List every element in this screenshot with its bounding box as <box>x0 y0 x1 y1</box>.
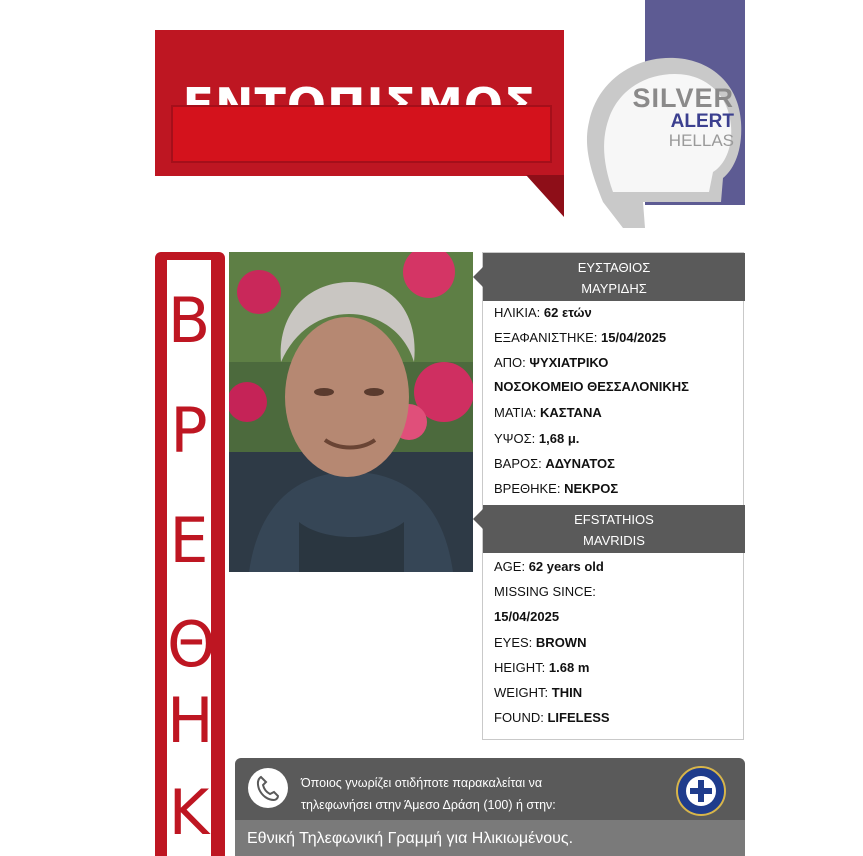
greek-height-row: ΥΨΟΣ: 1,68 μ. <box>494 431 580 446</box>
english-eyes-row: EYES: BROWN <box>494 635 587 650</box>
hotline-band <box>235 820 745 856</box>
greek-from-row-2: ΝΟΣΟΚΟΜΕΙΟ ΘΕΣΣΑΛΟΝΙΚΗΣ <box>494 379 689 394</box>
greek-first-name: ΕΥΣΤΑΘΙΟΣ <box>577 260 651 275</box>
greek-weight-row: ΒΑΡΟΣ: ΑΔΥΝΑΤΟΣ <box>494 456 615 471</box>
logo-silver: SILVER <box>632 83 734 113</box>
greek-missing-row: ΕΞΑΦΑΝΙΣΤΗΚΕ: 15/04/2025 <box>494 330 667 345</box>
info-card <box>482 252 744 740</box>
vertical-letter: Η <box>167 684 214 757</box>
english-weight-row: WEIGHT: THIN <box>494 685 583 700</box>
greek-from-row: ΑΠΟ: ΨΥΧΙΑΤΡΙΚΟ <box>494 355 609 370</box>
hotline-text: Εθνική Τηλεφωνική Γραμμή για Ηλικιωμένους. <box>247 830 574 847</box>
english-missing-row: MISSING SINCE: <box>494 584 596 599</box>
english-age-row: AGE: 62 years old <box>494 559 604 574</box>
english-found-row: FOUND: LIFELESS <box>494 710 610 725</box>
greek-last-name: ΜΑΥΡΙΔΗΣ <box>581 281 647 296</box>
silver-alert-wordmark <box>622 84 734 150</box>
header-banner <box>155 30 564 176</box>
logo-alert: ALERT <box>670 111 734 132</box>
english-height-row: HEIGHT: 1.68 m <box>494 660 590 675</box>
person-photo-illustration <box>229 252 473 572</box>
footer-text-line1: Όποιος γνωρίζει οτιδήποτε παρακαλείται να <box>301 776 543 790</box>
greek-name-band <box>483 253 745 301</box>
english-last-name: MAVRIDIS <box>583 533 645 548</box>
hellenic-police-emblem-icon <box>676 766 726 816</box>
vertical-letters-strip <box>167 260 216 856</box>
person-photo <box>229 252 473 572</box>
contact-footer <box>235 758 745 856</box>
logo-hellas: HELLAS <box>668 131 734 150</box>
footer-instructions <box>301 772 651 816</box>
english-name-band <box>483 505 745 553</box>
vertical-found-column <box>155 252 225 856</box>
vertical-letter: Ρ <box>170 394 208 467</box>
name-band-notch <box>473 509 483 529</box>
vertical-letter: Κ <box>168 776 210 849</box>
footer-text-line2: τηλεφωνήσει στην Άμεσο Δράση (100) ή στην: <box>301 798 556 812</box>
name-band-notch <box>473 267 483 287</box>
vertical-letter: Β <box>167 284 211 357</box>
greek-age-row: ΗΛΙΚΙΑ: 62 ετών <box>494 305 592 320</box>
greek-found-row: ΒΡΕΘΗΚΕ: ΝΕΚΡΟΣ <box>494 481 619 496</box>
banner-red-strip <box>171 105 552 163</box>
vertical-letter: Ε <box>169 504 209 577</box>
vertical-letter: Θ <box>167 608 216 681</box>
english-first-name: EFSTATHIOS <box>574 512 654 527</box>
phone-icon <box>248 768 288 808</box>
banner-ribbon-tail <box>526 175 564 217</box>
greek-eyes-row: ΜΑΤΙΑ: ΚΑΣΤΑΝΑ <box>494 405 602 420</box>
english-missing-date-row: 15/04/2025 <box>494 609 560 624</box>
